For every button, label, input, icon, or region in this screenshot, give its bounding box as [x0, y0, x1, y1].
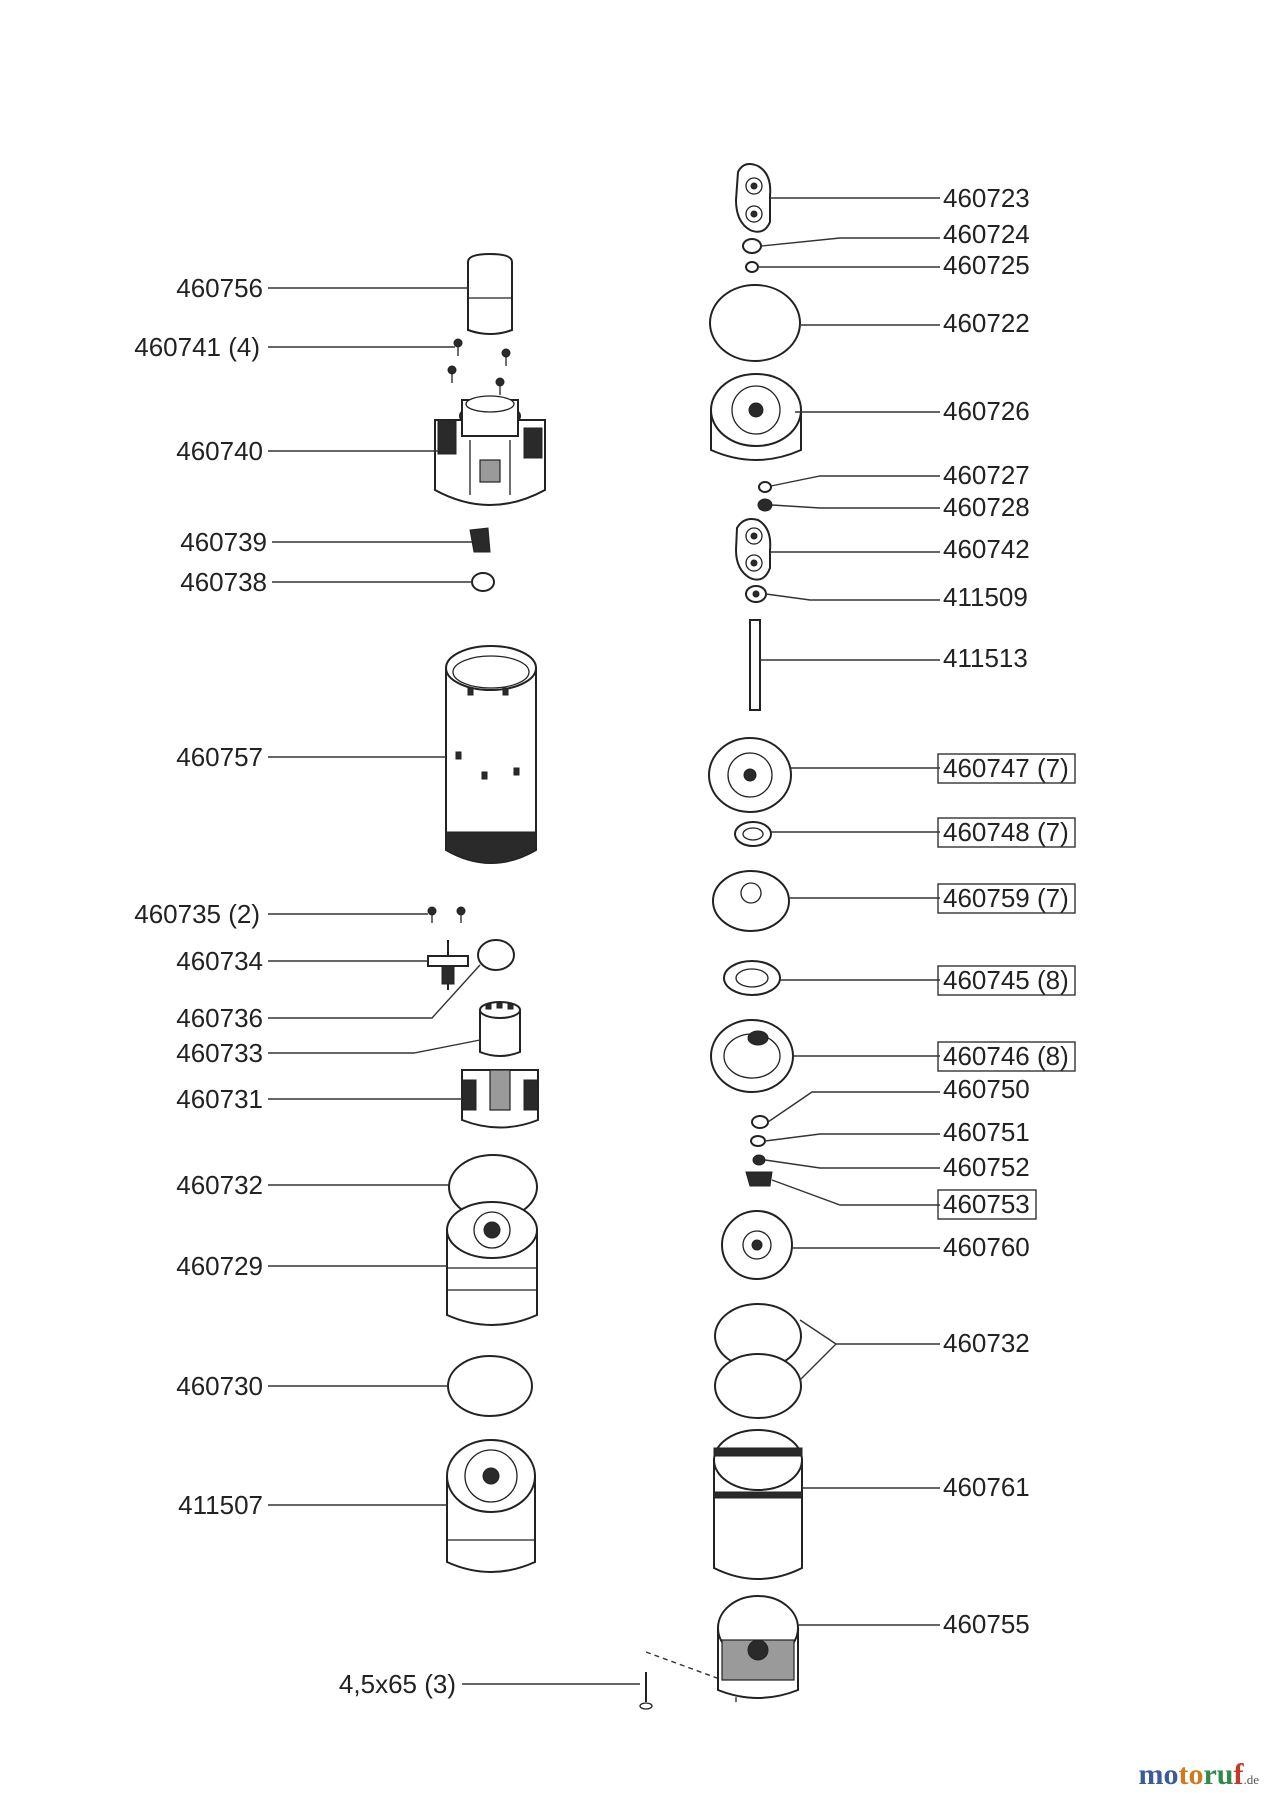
label-460753: 460753 — [943, 1189, 1030, 1219]
part-460734-spindle — [428, 940, 468, 990]
part-460727-ring — [759, 482, 771, 492]
label-460739: 460739 — [180, 527, 267, 557]
label-411509: 411509 — [943, 582, 1028, 612]
part-411507-cup — [447, 1440, 535, 1572]
part-460741-screws — [448, 339, 510, 395]
label-460760: 460760 — [943, 1232, 1030, 1262]
label-460727: 460727 — [943, 460, 1030, 490]
label-460746: 460746 (8) — [943, 1041, 1069, 1071]
part-460732-orings-right — [715, 1304, 801, 1418]
label-460752: 460752 — [943, 1152, 1030, 1182]
label-460728: 460728 — [943, 492, 1030, 522]
part-460740-housing — [435, 396, 545, 505]
label-4-5x65: 4,5x65 (3) — [338, 1669, 456, 1699]
label-460730: 460730 — [176, 1371, 263, 1401]
label-460757: 460757 — [176, 742, 263, 772]
part-460761-sleeve — [714, 1430, 802, 1579]
label-460751: 460751 — [943, 1117, 1030, 1147]
label-460736: 460736 — [176, 1003, 263, 1033]
label-460740: 460740 — [176, 436, 263, 466]
part-460723-bearing-plate — [736, 164, 770, 232]
label-460759: 460759 (7) — [943, 883, 1069, 913]
label-460723: 460723 — [943, 183, 1030, 213]
part-460730-oring — [448, 1356, 532, 1416]
label-460745: 460745 (8) — [943, 965, 1069, 995]
part-460726-diffuser — [711, 374, 801, 460]
label-411513: 411513 — [943, 643, 1028, 673]
label-411507: 411507 — [178, 1490, 263, 1520]
part-460747-impeller — [709, 738, 791, 812]
part-460731-cage — [462, 1070, 538, 1128]
label-460725: 460725 — [943, 250, 1030, 280]
part-460736-oring — [478, 940, 514, 970]
label-460734: 460734 — [176, 946, 263, 976]
part-460739-clip — [470, 528, 490, 552]
part-460742-bearing-plate — [736, 519, 770, 580]
label-460722: 460722 — [943, 308, 1030, 338]
part-460753-coupling — [746, 1172, 772, 1186]
label-460726: 460726 — [943, 396, 1030, 426]
part-460752-nut — [753, 1155, 765, 1165]
label-460747: 460747 (7) — [943, 753, 1069, 783]
label-460733: 460733 — [176, 1038, 263, 1068]
part-460757-tube — [446, 646, 536, 863]
part-460759-impeller — [713, 871, 789, 931]
part-460724-washer — [743, 239, 761, 253]
part-460738-oring — [472, 573, 494, 591]
part-460755-strainer — [718, 1596, 798, 1698]
label-460738: 460738 — [180, 567, 267, 597]
part-460745-plate — [724, 961, 780, 995]
part-460748-ring — [735, 822, 771, 846]
label-460724: 460724 — [943, 219, 1030, 249]
part-411509-bearing — [746, 586, 766, 602]
label-460729: 460729 — [176, 1251, 263, 1281]
motoruf-logo: motoruf.de — [1138, 1758, 1259, 1791]
label-460741: 460741 (4) — [134, 332, 260, 362]
label-460756: 460756 — [176, 273, 263, 303]
part-460760-impeller — [722, 1211, 792, 1279]
label-460761: 460761 — [943, 1472, 1030, 1502]
part-460722-oring — [710, 285, 800, 361]
label-460748: 460748 (7) — [943, 817, 1069, 847]
part-460733-cylinder — [480, 1002, 520, 1056]
part-460728-nut — [758, 499, 772, 511]
label-460735: 460735 (2) — [134, 899, 260, 929]
part-460735-screws — [428, 907, 465, 923]
part-460756-cap — [468, 254, 512, 334]
label-460731: 460731 — [176, 1084, 263, 1114]
label-460750: 460750 — [943, 1074, 1030, 1104]
part-460729-pump-housing — [447, 1202, 537, 1325]
part-460751-washer — [751, 1136, 765, 1146]
part-460725-ring — [746, 262, 758, 272]
part-460746-disc — [711, 1020, 793, 1092]
label-460732-right: 460732 — [943, 1328, 1030, 1358]
part-460750-washer — [752, 1116, 768, 1128]
part-411513-shaft — [750, 620, 760, 710]
label-460742: 460742 — [943, 534, 1030, 564]
label-460755: 460755 — [943, 1609, 1030, 1639]
label-460732-left: 460732 — [176, 1170, 263, 1200]
